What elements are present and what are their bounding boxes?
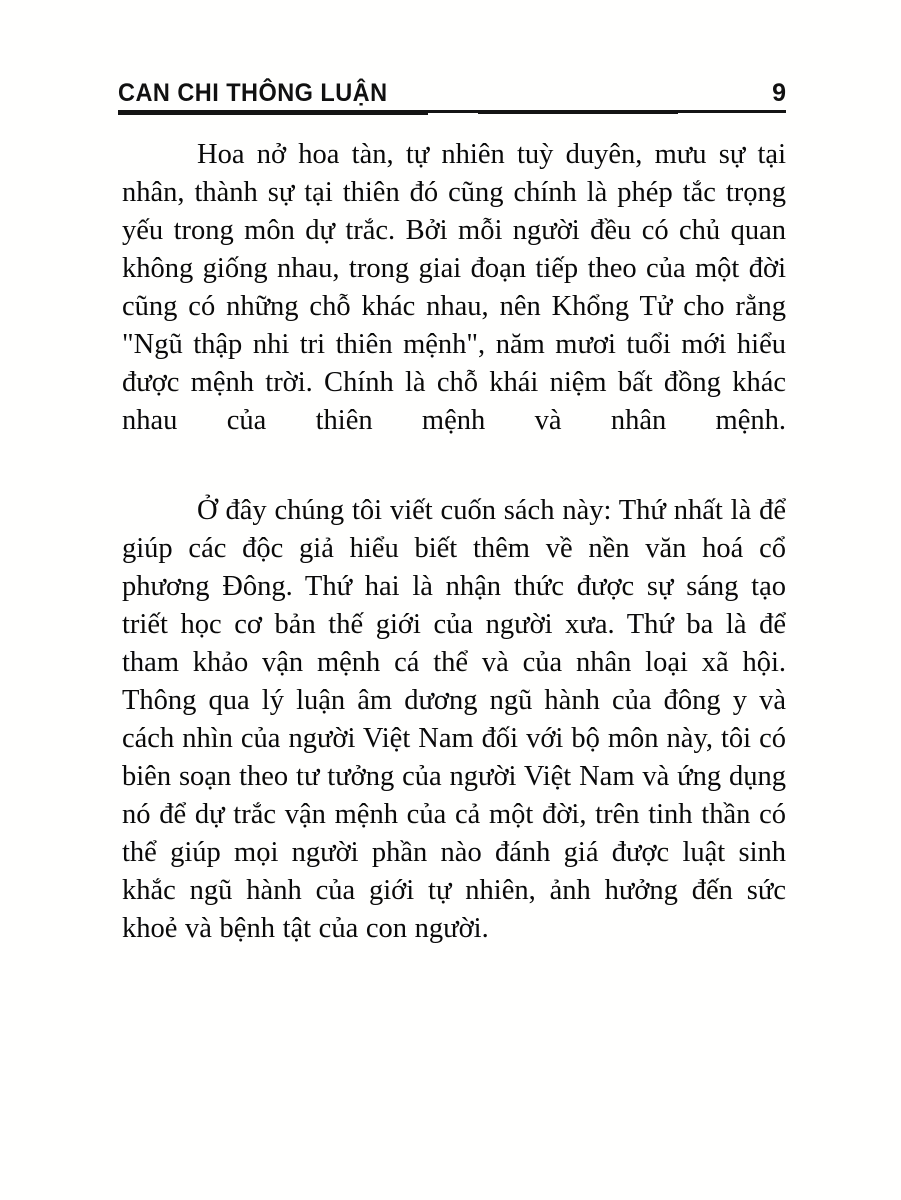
paragraph: Ở đây chúng tôi viết cuốn sách này: Thứ nhất là để giúp các độc giả hiểu biết thêm về nền văn hoá cổ phương Đông. Thứ hai là nhận thức được sự sáng tạo triết học cơ bản thế giới của người xưa. Thứ ba là để tham khảo vận mệnh cá thể và của nhân loại xã hội. Thông qua lý luận âm dương ngũ hành của đông y và cách nhìn của người Việt Nam đối với bộ môn này, tôi có biên soạn theo tư tưởng của người Việt Nam và ứng dụng nó để dự trắc vận mệnh của cả một đời, trên tinh thần có thể giúp mọi người phần nào đánh giá được luật sinh khắc ngũ hành của giới tự nhiên, ảnh hưởng đến sức khoẻ và bệnh tật của con người. xyxy=(122,495,786,944)
page-number: 9 xyxy=(772,79,786,107)
header-divider xyxy=(118,110,786,113)
page-title: CAN CHI THÔNG LUẬN xyxy=(118,79,388,107)
body-text xyxy=(122,136,786,948)
running-head xyxy=(118,72,786,106)
paragraph: Hoa nở hoa tàn, tự nhiên tuỳ duyên, mưu sự tại nhân, thành sự tại thiên đó cũng chính là phép tắc trọng yếu trong môn dự trắc. Bởi mỗi người đều có chủ quan không giống nhau, trong giai đoạn tiếp theo của một đời cũng có những chỗ khác nhau, nên Khổng Tử cho rằng "Ngũ thập nhi tri thiên mệnh", năm mươi tuổi mới hiểu được mệnh trời. Chính là chỗ khái niệm bất đồng khác nhau của thiên mệnh và nhân mệnh. xyxy=(122,139,786,436)
